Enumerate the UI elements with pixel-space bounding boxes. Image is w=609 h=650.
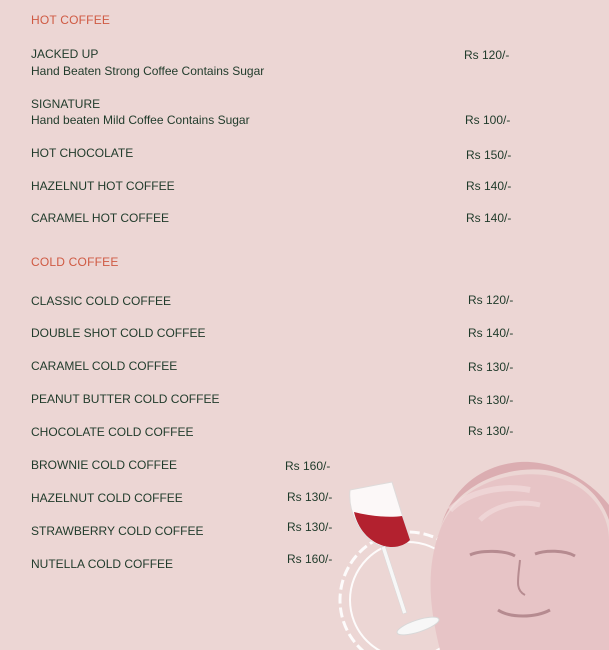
- menu-item-price-hazelnut-cold-coffee: Rs 130/-: [287, 490, 333, 504]
- menu-item-price-caramel-cold-coffee: Rs 130/-: [468, 360, 514, 374]
- cold-coffee-title: COLD COFFEE: [31, 255, 119, 269]
- menu-item-name-caramel-hot-coffee: CARAMEL HOT COFFEE: [31, 211, 170, 225]
- wine-glass-icon: [350, 482, 441, 639]
- menu-item-price-classic-cold-coffee: Rs 120/-: [468, 293, 514, 307]
- statue-head-icon: [431, 462, 609, 650]
- menu-item-name-caramel-cold-coffee: CARAMEL COLD COFFEE: [31, 359, 178, 373]
- menu-item-name-hazelnut-cold-coffee: HAZELNUT COLD COFFEE: [31, 491, 183, 505]
- menu-item-desc-signature: Hand beaten Mild Coffee Contains Sugar: [31, 113, 250, 127]
- menu-item-name-strawberry-cold-coffee: STRAWBERRY COLD COFFEE: [31, 524, 204, 538]
- menu-item-price-nutella-cold-coffee: Rs 160/-: [287, 552, 333, 566]
- menu-item-price-signature: Rs 100/-: [465, 113, 511, 127]
- menu-item-price-strawberry-cold-coffee: Rs 130/-: [287, 520, 333, 534]
- menu-item-name-signature: SIGNATURE: [31, 97, 101, 111]
- menu-item-price-peanut-butter-cold-coffee: Rs 130/-: [468, 393, 514, 407]
- menu-item-desc-jacked-up: Hand Beaten Strong Coffee Contains Sugar: [31, 64, 265, 78]
- decor-artwork: [330, 450, 609, 650]
- menu-item-price-double-shot-cold-coffee: Rs 140/-: [468, 326, 514, 340]
- menu-item-name-hot-chocolate: HOT CHOCOLATE: [31, 146, 134, 160]
- menu-item-name-classic-cold-coffee: CLASSIC COLD COFFEE: [31, 294, 172, 308]
- menu-item-name-chocolate-cold-coffee: CHOCOLATE COLD COFFEE: [31, 425, 194, 439]
- hot-coffee-title: HOT COFFEE: [31, 13, 111, 27]
- menu-item-price-brownie-cold-coffee: Rs 160/-: [285, 459, 331, 473]
- menu-item-name-hazelnut-hot-coffee: HAZELNUT HOT COFFEE: [31, 179, 175, 193]
- menu-item-name-jacked-up: JACKED UP: [31, 47, 99, 61]
- menu-item-name-brownie-cold-coffee: BROWNIE COLD COFFEE: [31, 458, 178, 472]
- menu-item-price-hot-chocolate: Rs 150/-: [466, 148, 512, 162]
- menu-item-name-peanut-butter-cold-coffee: PEANUT BUTTER COLD COFFEE: [31, 392, 220, 406]
- menu-item-price-chocolate-cold-coffee: Rs 130/-: [468, 424, 514, 438]
- menu-item-price-hazelnut-hot-coffee: Rs 140/-: [466, 179, 512, 193]
- menu-item-name-nutella-cold-coffee: NUTELLA COLD COFFEE: [31, 557, 174, 571]
- menu-item-price-jacked-up: Rs 120/-: [464, 48, 510, 62]
- menu-item-price-caramel-hot-coffee: Rs 140/-: [466, 211, 512, 225]
- menu-item-name-double-shot-cold-coffee: DOUBLE SHOT COLD COFFEE: [31, 326, 206, 340]
